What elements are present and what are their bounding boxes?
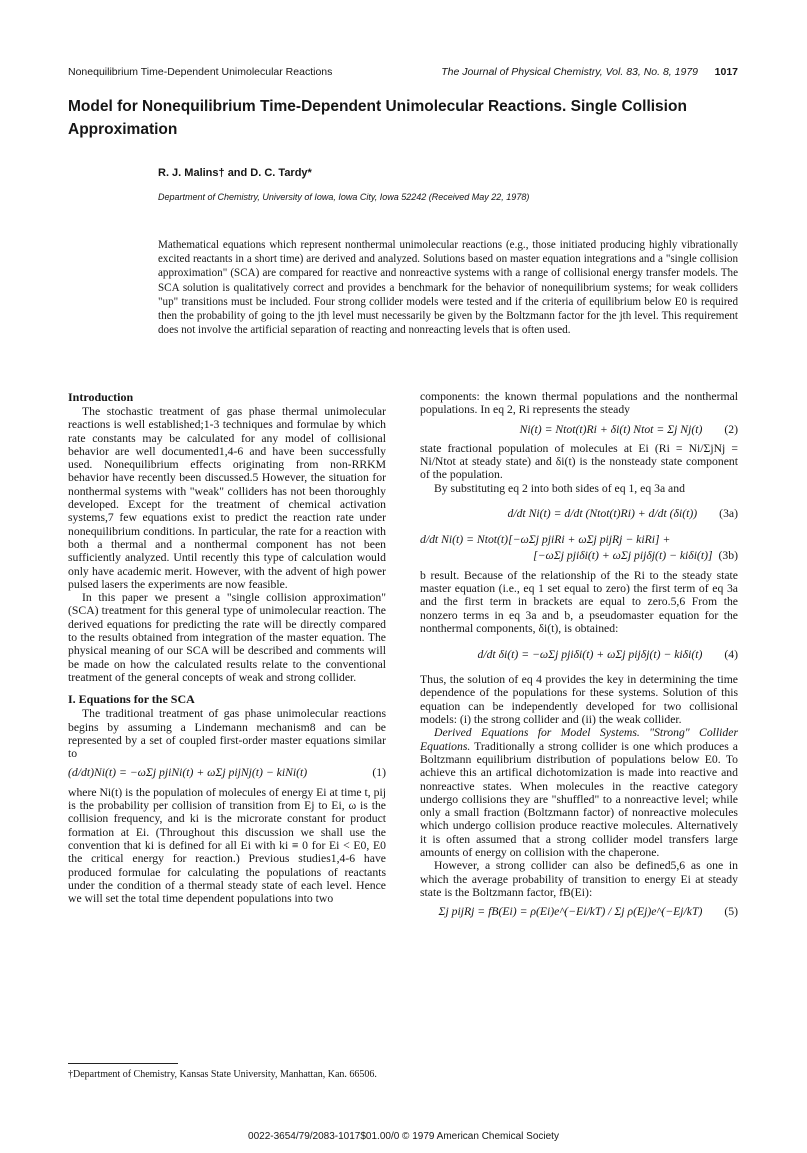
right-paragraph-5: Thus, the solution of eq 4 provides the key in determining the time dependence of the populations for these systems. Solution of this equation can be independently developed for two collisional models: (i) the strong collider and (ii) the weak collider.	[420, 673, 738, 727]
running-title: Nonequilibrium Time-Dependent Unimolecular Reactions	[68, 66, 333, 78]
equation-4-body: d/dt δi(t) = −ωΣj pjiδi(t) + ωΣj pijδj(t) − kiδi(t)	[477, 647, 703, 661]
section-1-paragraph-1: The traditional treatment of gas phase unimolecular reactions begins by assuming a Lindemann mechanism8 and can be represented by a set of coupled first-order master equations similar to	[68, 707, 386, 761]
author-affiliation: Department of Chemistry, University of Iowa, Iowa City, Iowa 52242 (Received May 22, 1978)	[158, 192, 530, 202]
equation-2	[420, 423, 738, 436]
equation-3a-body: d/dt Ni(t) = d/dt (Ntot(t)Ri) + d/dt (δi(t))	[507, 507, 698, 521]
right-paragraph-6	[420, 726, 738, 859]
equation-3a-number: (3a)	[719, 507, 738, 521]
introduction-heading: Introduction	[68, 390, 134, 404]
equation-2-number: (2)	[724, 422, 738, 436]
equation-4	[420, 641, 738, 667]
section-1-paragraph-2: where Ni(t) is the population of molecules of energy Ei at time t, pij is the probability per collision of transition from Ej to Ei, ω is the collision frequency, and ki is the microrate constant for product formation at Ei. (Throughout this discussion we shall use the convention that ki is defined for all Ei with ki ≡ 0 for Ei < E0, E0 the critical energy for reaction.) Previous studies1,4-6 have produced formulae for calculating the populations of reactants under the condition of a thermal steady state of each level. Hence we will set the total time dependent populations into two	[68, 785, 386, 906]
right-paragraph-7: However, a strong collider can also be defined5,6 as one in which the average probability of transition to energy Ei at steady state is the Boltzmann factor, fB(Ei):	[420, 859, 738, 899]
equation-5-number: (5)	[724, 905, 738, 919]
equation-3b-line-2-body: [−ωΣj pjiδi(t) + ωΣj pijδj(t) − kiδi(t)]	[533, 549, 713, 563]
right-column	[420, 390, 738, 925]
equation-5-body: Σj pijRj = fB(Ei) = ρ(Ei)e^(−Ei/kT) / Σj ρ(Ej)e^(−Ej/kT)	[438, 905, 703, 919]
article-title: Model for Nonequilibrium Time-Dependent Unimolecular Reactions. Single Collision Approximation	[68, 98, 687, 138]
section-1-heading: I. Equations for the SCA	[68, 692, 195, 707]
equation-2-body: Ni(t) = Ntot(t)Ri + δi(t) Ntot = Σj Nj(t)	[519, 422, 703, 436]
right-paragraph-4: b result. Because of the relationship of the Ri to the steady state master equation (i.e., eq 1 set equal to zero) the first term of eq 3a and the first term in brackets are equal to zero.5,6 From the nonzero terms in eq 3a and b, a pseudomaster equation for the nonthermal components, δi(t), is obtained:	[420, 568, 738, 635]
equation-1-body: (d/dt)Ni(t) = −ωΣj pjiNi(t) + ωΣj pijNj(t) − kiNi(t)	[68, 766, 308, 780]
copyright-footer: 0022-3654/79/2083-1017$01.00/0 © 1979 American Chemical Society	[248, 1131, 559, 1142]
running-header	[68, 66, 738, 82]
left-column	[68, 390, 386, 905]
right-paragraph-6-text: Traditionally a strong collider is one which produces a Boltzmann equilibrium distribution of populations below E0. To achieve this an artifical dichotomization is made into reactive and nonreactive states. When molecules in the reactive category undergo collisions they are "shuffled" to a nonreactive level; while only a small fraction (Boltzmann factor) of nonreactive molecules which undergo collision produce reactive molecules. Alternatively it is often assumed that a strong collider model transfers large amounts of energy on collision with the chaperone.	[420, 739, 738, 860]
page-number: 1017	[714, 66, 738, 78]
author-list: R. J. Malins† and D. C. Tardy*	[158, 167, 312, 179]
right-paragraph-2: state fractional population of molecules at Ei (Ri = Ni/ΣjNj = Ni/Ntot at steady state) and δi(t) is the nonsteady state component of the population.	[420, 441, 738, 482]
footnote: †Department of Chemistry, Kansas State University, Manhattan, Kan. 66506.	[68, 1069, 377, 1080]
equation-5	[420, 905, 738, 918]
right-paragraph-1: components: the known thermal populations and the nonthermal populations. In eq 2, Ri represents the steady	[420, 390, 738, 417]
journal-citation: The Journal of Physical Chemistry, Vol. 83, No. 8, 1979	[441, 66, 698, 78]
equation-3b-line-2	[420, 549, 738, 562]
equation-1-number: (1)	[372, 766, 386, 780]
equation-1	[68, 766, 386, 779]
equation-3b-line-1-body: d/dt Ni(t) = Ntot(t)[−ωΣj pjiRi + ωΣj pijRj − kiRi] +	[420, 533, 671, 547]
footnote-rule	[68, 1063, 178, 1064]
intro-paragraph-1: The stochastic treatment of gas phase thermal unimolecular reactions is well established;1-3 techniques and formulae by which rate constants may be calculated for any model of collisional behavior are well documented1,4-6 and have been successfully used. Nonequilibrium effects originating from non-RRKM behavior have recently been discussed.5 However, the situation for nonthermal systems with "weak" colliders has not been thoroughly developed. Except for the treatment of chemical activation systems,7 few equations exist to predict the reaction rate under nonequilibrium conditions. In particular, the rate for a reaction with both a thermal and a nonthermal component has not been sufficiently analyzed. Until recently this type of calculation would only have academic merit. However, with the advent of high power pulsed lasers the experiments are now feasible.	[68, 405, 386, 591]
equation-3a	[420, 501, 738, 527]
equation-3b-line-1	[420, 533, 738, 546]
subsection-lead: Derived Equations for Model Systems. "Strong" Collider Equations.	[420, 726, 738, 753]
abstract: Mathematical equations which represent nonthermal unimolecular reactions (e.g., those initiated producing highly vibrationally excited reactants in a short time) are derived and analyzed. Solutions based on master equation integrations and a "single collision approximation" (SCA) are compared for reactive and nonreactive systems with a range of collisional energy transfer models. The SCA solution is qualitatively correct and provides a benchmark for the behavior of nonequilibrium systems; for weak colliders "up" transitions must be included. Four strong collider models were tested and if the criteria of equilibrium below E0 is required then the probability of going to the jth level must necessarily be given by the Boltzmann factor for the jth level. This requirement does not involve the artificial separation of reacting and nonreacting levels that is often used.	[158, 239, 738, 337]
right-paragraph-3: By substituting eq 2 into both sides of eq 1, eq 3a and	[434, 481, 685, 495]
intro-paragraph-2: In this paper we present a "single collision approximation" (SCA) treatment for this general type of unimolecular reaction. The derived equations for predicting the rate will be directly compared to the results obtained from integration of the master equation. The physical meaning of our SCA will be described and comments will be made on how the calculated results relate to the conventional treatment of the general concepts of weak and strong collider.	[68, 591, 386, 684]
equation-4-number: (4)	[724, 647, 738, 661]
equation-3b-number: (3b)	[718, 549, 738, 563]
